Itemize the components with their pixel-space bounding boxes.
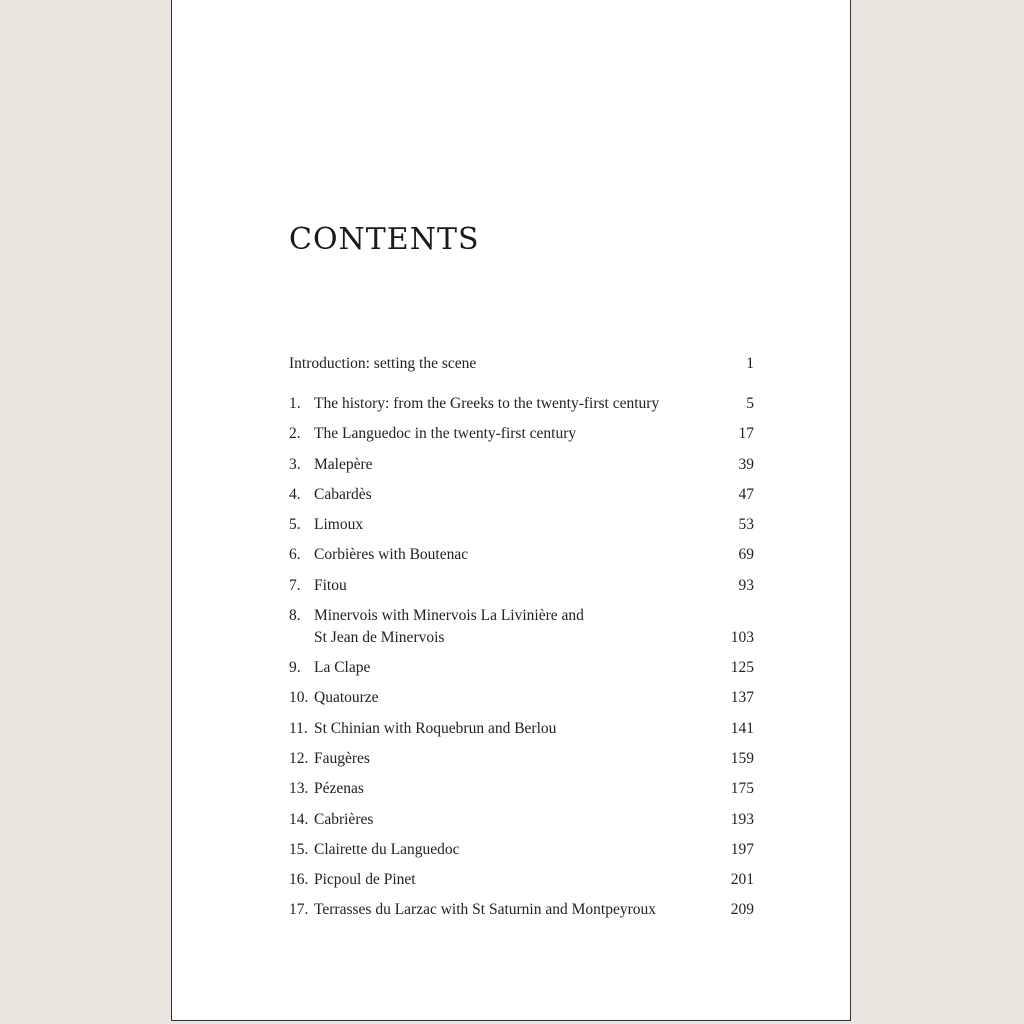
- toc-entry-title: Malepère: [314, 455, 373, 473]
- toc-row: [289, 749, 754, 779]
- toc-page-number: 69: [738, 546, 754, 564]
- toc-chapter-number: 10.: [289, 689, 309, 707]
- toc-intro-row: [289, 354, 754, 394]
- toc-row: [289, 485, 754, 515]
- toc-entry-title: Limoux: [314, 516, 364, 534]
- toc-chapter-number: 15.: [289, 840, 309, 858]
- toc-page-number: 159: [730, 749, 754, 767]
- toc-entry-title: Cabardès: [314, 485, 372, 503]
- toc-page-number: 103: [730, 629, 754, 647]
- toc-row: [289, 576, 754, 606]
- toc-page-number: 1: [746, 355, 754, 372]
- toc-entry-title: Introduction: setting the scene: [289, 355, 477, 372]
- toc-chapter-number: 11.: [289, 719, 308, 737]
- toc-row: [289, 900, 754, 930]
- toc-chapter-number: 14.: [289, 810, 309, 828]
- toc-row: [289, 779, 754, 809]
- toc-page-number: 141: [730, 719, 754, 737]
- toc-entry-title: Cabrières: [314, 810, 374, 828]
- toc-page-number: 47: [738, 485, 754, 503]
- toc-row: [289, 515, 754, 545]
- toc-page-number: 125: [730, 659, 754, 677]
- toc-chapter-number: 1.: [289, 395, 301, 412]
- toc-row: [289, 688, 754, 718]
- toc-entry-title: Pézenas: [314, 780, 364, 798]
- toc-row: [289, 810, 754, 840]
- book-page: [171, 0, 851, 1021]
- toc-entry-title: Terrasses du Larzac with St Saturnin and Montpeyroux: [314, 901, 656, 919]
- page-title: CONTENTS: [289, 222, 480, 257]
- toc-chapter-number: 3.: [289, 455, 301, 473]
- toc-chapter-number: 9.: [289, 659, 301, 677]
- toc-page-number: 5: [746, 395, 754, 412]
- toc-chapter-number: 5.: [289, 516, 301, 534]
- toc-row: [289, 394, 754, 424]
- toc-chapter-number: 16.: [289, 871, 309, 889]
- toc-row: [289, 719, 754, 749]
- toc-page-number: 209: [730, 901, 754, 919]
- toc-chapter-number: 8.: [289, 607, 301, 625]
- toc-chapter-number: 17.: [289, 901, 309, 919]
- toc-page-number: 201: [730, 871, 754, 889]
- toc-row: [289, 658, 754, 688]
- toc-entry-title: St Chinian with Roquebrun and Berlou: [314, 719, 557, 737]
- toc-chapter-number: 4.: [289, 485, 301, 503]
- toc-page-number: 137: [730, 689, 754, 707]
- toc-page-number: 53: [738, 516, 754, 534]
- toc-entry-title: Faugères: [314, 749, 370, 767]
- toc-entry-title: The history: from the Greeks to the twenty-first century: [314, 395, 660, 412]
- toc-entry-title: The Languedoc in the twenty-first century: [314, 425, 577, 443]
- toc-row: [289, 455, 754, 485]
- toc-row: [289, 424, 754, 454]
- toc-row: [289, 840, 754, 870]
- toc-entry-title: Picpoul de Pinet: [314, 871, 416, 889]
- toc-entry-title: Fitou: [314, 576, 347, 594]
- toc-entry-title: La Clape: [314, 659, 371, 677]
- toc-row: [289, 545, 754, 575]
- toc-entry-title: Corbières with Boutenac: [314, 546, 469, 564]
- toc-page-number: 197: [730, 840, 754, 858]
- toc-chapter-number: 2.: [289, 425, 301, 443]
- toc-page-number: 93: [738, 576, 754, 594]
- toc-page-number: 193: [730, 810, 754, 828]
- toc-entry-title: [314, 606, 704, 648]
- table-of-contents: [289, 354, 754, 931]
- toc-row: [289, 606, 754, 658]
- toc-entry-title: Clairette du Languedoc: [314, 840, 460, 858]
- toc-chapter-number: 12.: [289, 749, 309, 767]
- toc-page-number: 175: [730, 780, 754, 798]
- toc-chapter-number: 6.: [289, 546, 301, 564]
- toc-entry-title-line-2: St Jean de Minervois: [314, 629, 445, 647]
- toc-chapter-number: 13.: [289, 780, 309, 798]
- toc-entry-title: Quatourze: [314, 689, 379, 707]
- toc-entry-title-line-1: Minervois with Minervois La Livinière and: [314, 607, 584, 625]
- toc-chapter-number: 7.: [289, 576, 301, 594]
- toc-page-number: 17: [738, 425, 754, 443]
- toc-row: [289, 870, 754, 900]
- toc-page-number: 39: [738, 455, 754, 473]
